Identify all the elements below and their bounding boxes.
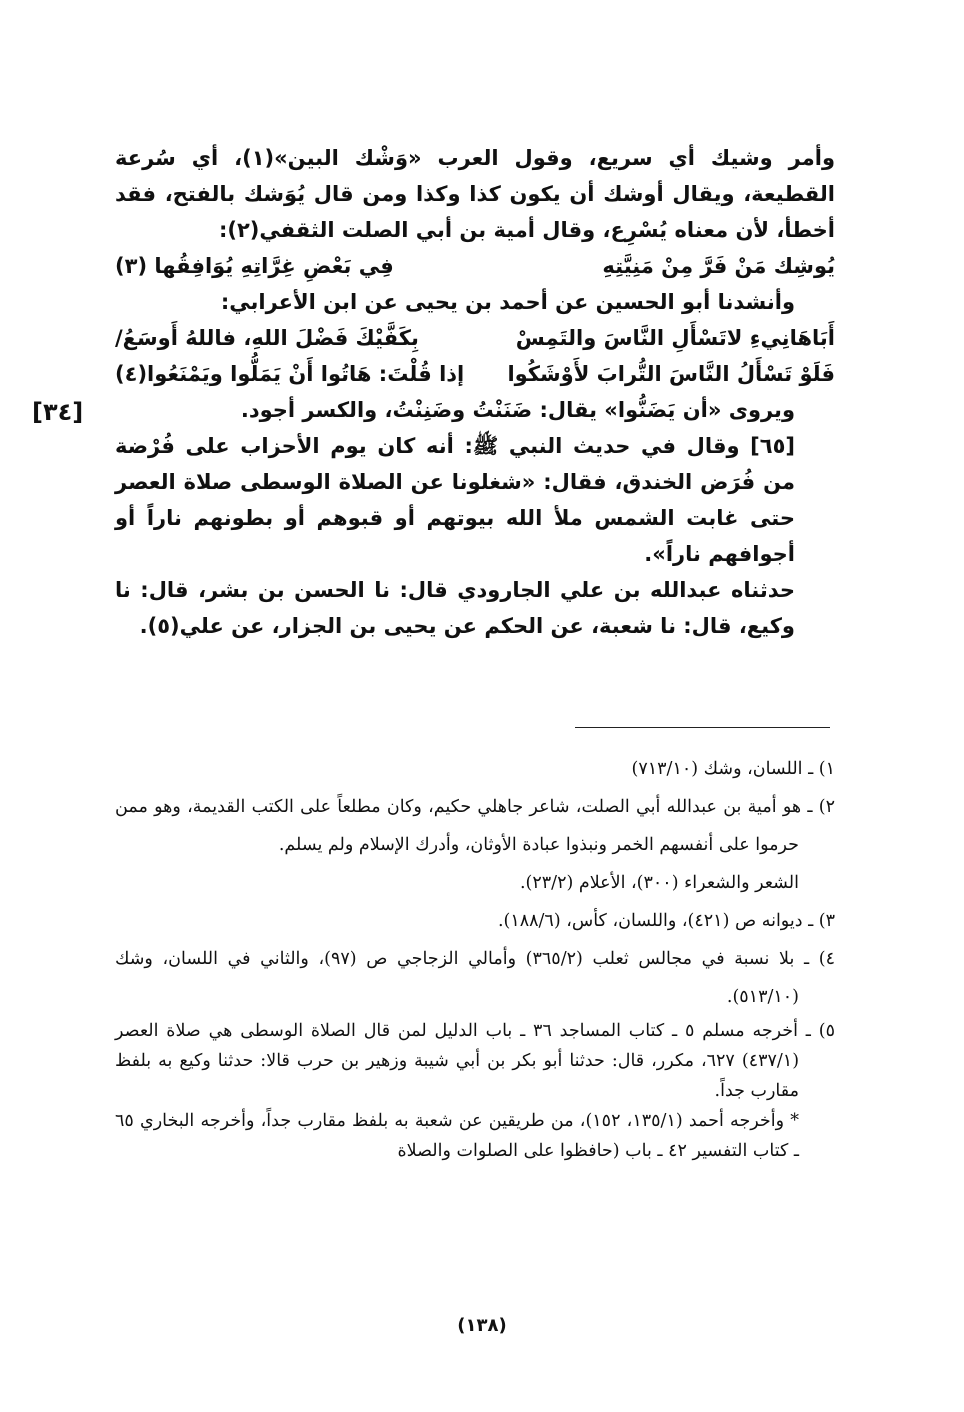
verse-hemistich: يُوشِك مَنْ فَرَّ مِنْ مَنِيَّتِهِ — [602, 254, 835, 278]
footnote: ٢) ـ هو أمية بن عبدالله أبي الصلت، شاعر جاهلي حكيم، وكان مطلعاً على الكتب القديمة، وهو ممن حرموا على أنفسهم الخمر ونبذوا عبادة الأوثان، وأدرك الإسلام ولم يسلم. — [115, 797, 835, 855]
verse-line — [115, 356, 835, 392]
verse-hemistich: إذا قُلْتَ: هَاتُوا أَنْ يَمَلُّوا ويَمْنَعُوا(٤) — [115, 362, 465, 386]
page-number: (١٣٨) — [457, 1315, 507, 1336]
footnote: ٤) ـ بلا نسبة في مجالس ثعلب (٣٦٥/٢) وأمالي الزجاجي ص (٩٧)، والثاني في اللسان، وشك (٥١٣/١٠). — [115, 949, 835, 1007]
hadith-paragraph: [٦٥] وقال في حديث النبي ﷺ: أنه كان يوم الأحزاب على فُرْضة من فُرَض الخندق، فقال: «شغلونا عن الصلاة الوسطى صلاة العصر حتى غابت الشمس ملأ الله بيوتهم أو قبوهم أو بطونهم ناراً أو أجوافهم ناراً». — [115, 434, 795, 566]
footnote-continuation: * وأخرجه أحمد (١٣٥/١، ١٥٢)، من طريقين عن شعبة به بلفظ مقارب جداً، وأخرجه البخاري ٦٥ ـ كتاب التفسير ٤٢ ـ باب (حافظوا على الصلوات والصلاة — [115, 1111, 799, 1161]
footnote: ١) ـ اللسان، وشك (٧١٣/١٠) — [631, 759, 835, 779]
verse-line — [115, 248, 835, 284]
footnote-source: الشعر والشعراء (٣٠٠)، الأعلام (٢٣/٢). — [519, 873, 799, 893]
paragraph: وأنشدنا أبو الحسين عن أحمد بن يحيى عن ابن الأعرابي: — [220, 290, 795, 314]
isnad-paragraph: حدثناه عبدالله بن علي الجارودي قال: نا الحسن بن بشر، قال: نا وكيع، قال: نا شعبة، عن الحكم عن يحيى بن الجزار، عن علي(٥). — [115, 578, 795, 638]
verse-hemistich: أَبَاهَانِيءِ لاتَسْأَلِ النَّاسَ والتَمِسْ — [515, 326, 835, 350]
main-text — [115, 140, 835, 644]
side-page-marker: [٣٤] — [32, 398, 84, 426]
verse-hemistich: فَلَوْ تَسْأَلُ النَّاسَ التُّرابَ لأَوْشَكُوا — [507, 362, 835, 386]
paragraph: وأمر وشيك أي سريع، وقول العرب «وَشْك البين»(١)، أي سُرعة القطيعة، ويقال أوشك أن يكون كذا وكذا ومن قال يُوَشك بالفتح، فقد أخطأ، لأن معناه يُسْرِع، وقال أمية بن أبي الصلت الثقفي(٢): — [115, 146, 835, 242]
footnotes — [115, 750, 835, 1166]
verse-line — [115, 320, 835, 356]
paragraph: ويروى «أن يَضَنُّوا» يقال: ضَنَنْتُ وضَنِنْتُ، والكسر أجود. — [240, 398, 795, 422]
footnote: ٥) ـ أخرجه مسلم ٥ ـ كتاب المساجد ٣٦ ـ باب الدليل لمن قال الصلاة الوسطى هي صلاة العصر (٤٣٧/١) ٦٢٧، مكرر، قال: حدثنا أبو بكر بن أبي شيبة وزهير بن حرب قالا: حدثنا وكيع به بلفظ مقارب جداً. — [115, 1021, 835, 1101]
footnote: ٣) ـ ديوانه ص (٤٢١)، واللسان، كأس، (١٨٨/٦). — [497, 911, 835, 931]
verse-hemistich: بِكَفَّيْكَ فَضْلَ اللهِ، فاللهُ أَوسَعُ/ — [115, 326, 419, 350]
verse-hemistich: فِي بَعْضِ غِرَّاتِهِ يُوَافِقُها (٣) — [115, 254, 394, 278]
footnote-divider — [575, 727, 830, 728]
